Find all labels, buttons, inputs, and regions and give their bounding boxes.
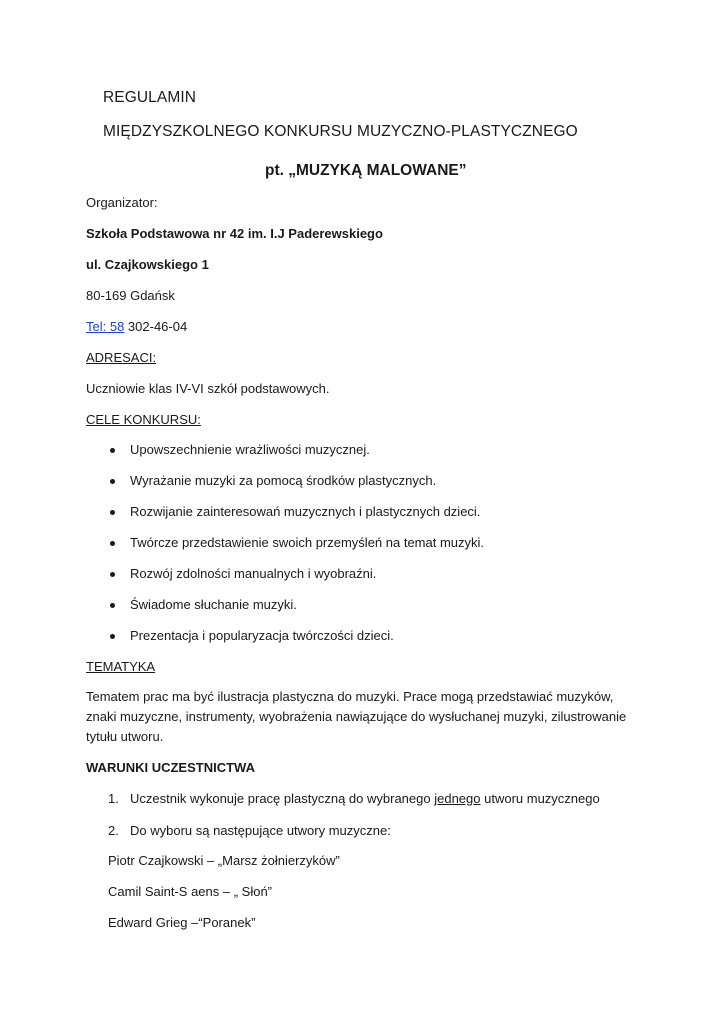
theme-heading: TEMATYKA: [86, 659, 156, 674]
bullet-icon: [110, 510, 115, 515]
document-title: REGULAMIN: [103, 89, 197, 106]
goal-item: Prezentacja i popularyzacja twórczości dzieci.: [130, 628, 394, 643]
goals-heading: CELE KONKURSU:: [86, 412, 201, 427]
addressees-text: Uczniowie klas IV-VI szkół podstawowych.: [86, 381, 330, 396]
bullet-icon: [110, 634, 115, 639]
condition-number: 1.: [108, 791, 119, 806]
addressees-heading: ADRESACI:: [86, 350, 157, 365]
condition-number: 2.: [108, 823, 119, 838]
goal-item: Upowszechnienie wrażliwości muzycznej.: [130, 442, 370, 457]
conditions-heading: WARUNKI UCZESTNICTWA: [86, 760, 255, 775]
phone-link[interactable]: Tel: 58: [86, 319, 125, 334]
document-subtitle: MIĘDZYSZKOLNEGO KONKURSU MUZYCZNO-PLASTYCZNEGO: [103, 123, 578, 140]
organizer-city: 80-169 Gdańsk: [86, 288, 175, 303]
bullet-icon: [110, 448, 115, 453]
organizer-label: Organizator:: [86, 195, 158, 210]
goal-item: Rozwój zdolności manualnych i wyobraźni.: [130, 566, 377, 581]
organizer-phone: [86, 318, 187, 336]
goal-item: Twórcze przedstawienie swoich przemyśleń na temat muzyki.: [130, 535, 485, 550]
contest-name: pt. „MUZYKĄ MALOWANE”: [265, 162, 467, 179]
bullet-icon: [110, 572, 115, 577]
goal-item: Rozwijanie zainteresowań muzycznych i plastycznych dzieci.: [130, 504, 481, 519]
bullet-icon: [110, 541, 115, 546]
music-piece: Edward Grieg –“Poranek”: [108, 915, 256, 930]
condition-text-after: utworu muzycznego: [480, 791, 600, 806]
organizer-school: Szkoła Podstawowa nr 42 im. I.J Paderewskiego: [86, 226, 383, 241]
phone-number: 302-46-04: [124, 319, 188, 334]
condition-item: [130, 790, 600, 808]
music-piece: Camil Saint-S aens – „ Słoń”: [108, 884, 273, 899]
bullet-icon: [110, 603, 115, 608]
theme-text: Tematem prac ma być ilustracja plastyczna do muzyki. Prace mogą przedstawiać muzyków, znaki muzyczne, instrumenty, wyobrażenia nawiązujące do wysłuchanej muzyki, zilustrowanie tytułu utworu.: [86, 689, 627, 744]
music-piece: Piotr Czajkowski – „Marsz żołnierzyków”: [108, 853, 340, 868]
condition-text-underlined: jednego: [434, 791, 481, 806]
goal-item: Wyrażanie muzyki za pomocą środków plastycznych.: [130, 473, 437, 488]
organizer-street: ul. Czajkowskiego 1: [86, 257, 209, 272]
bullet-icon: [110, 479, 115, 484]
condition-item: Do wyboru są następujące utwory muzyczne:: [130, 823, 391, 838]
condition-text-before: Uczestnik wykonuje pracę plastyczną do wybranego: [130, 791, 435, 806]
goal-item: Świadome słuchanie muzyki.: [130, 597, 297, 612]
